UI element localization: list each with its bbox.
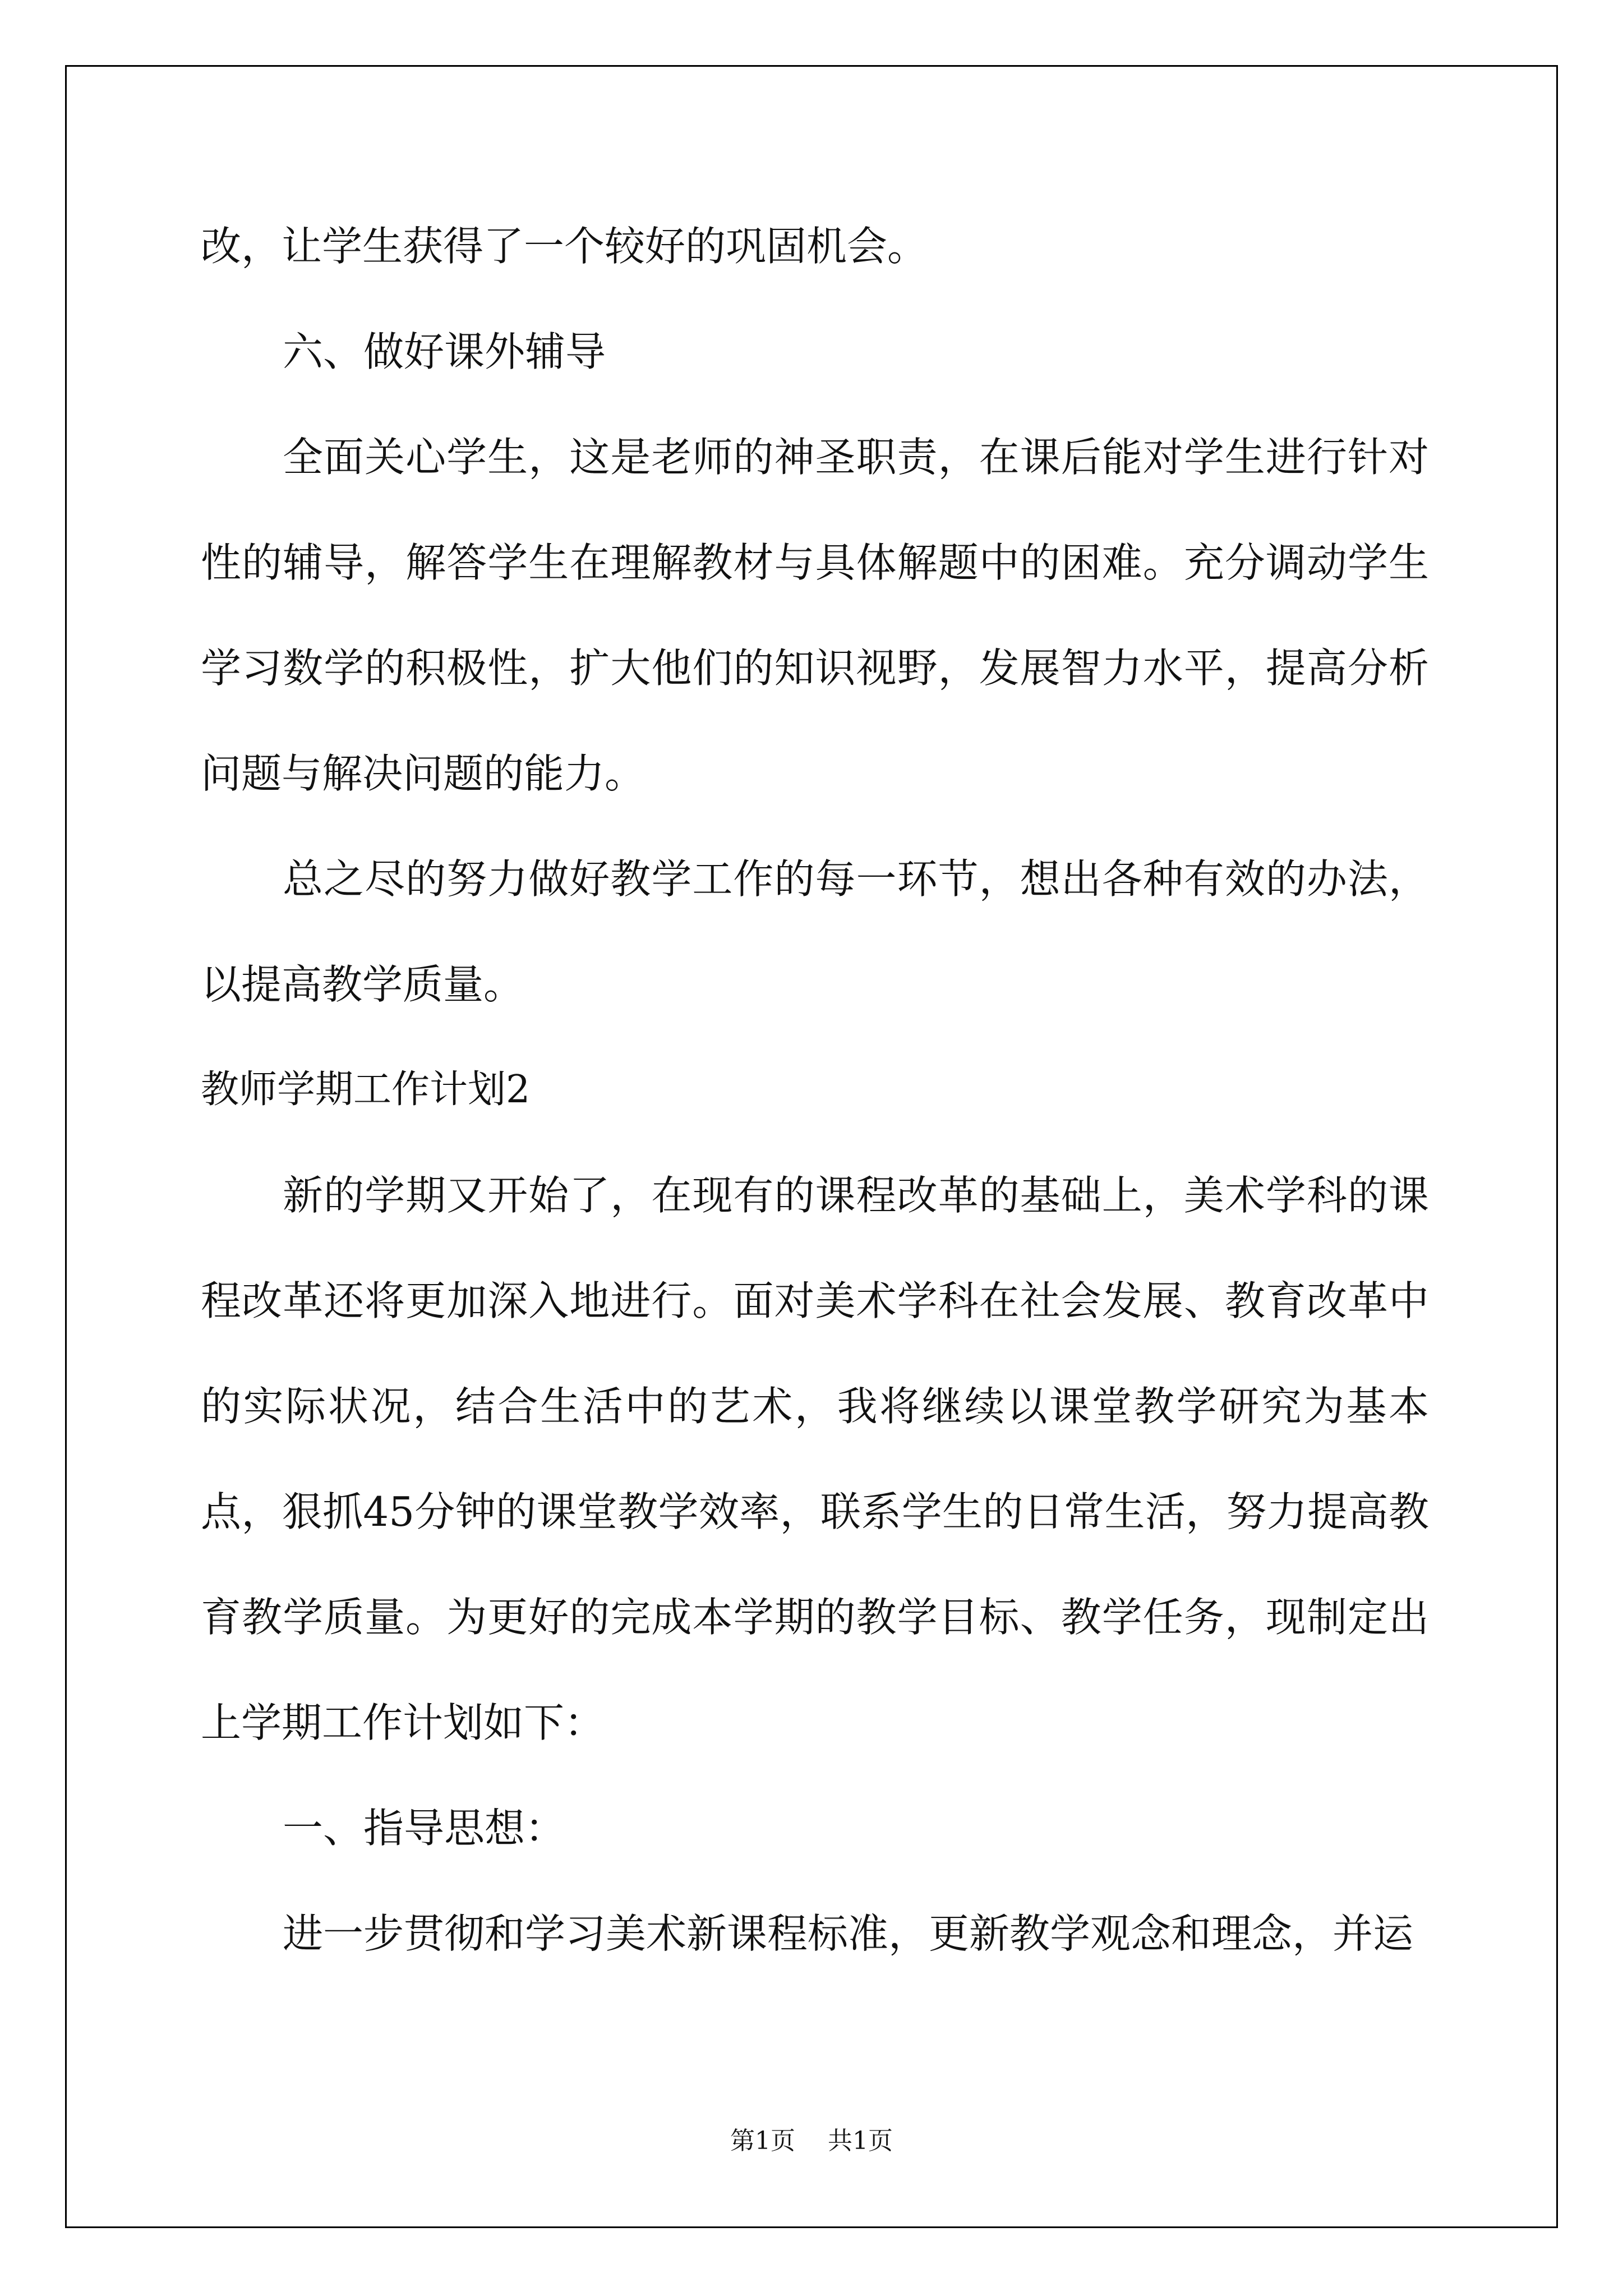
page-current: 第1页 <box>730 2127 795 2155</box>
page-total: 共1页 <box>828 2127 893 2155</box>
page-footer <box>0 2120 1623 2156</box>
paragraph-3: 全面关心学生，这是老师的神圣职责，在课后能对学生进行针对性的辅导，解答学生在理解教材与具体解题中的困难。充分调动学生学习数学的积极性，扩大他们的知识视野，发展智力水平，提高分析问题与解决问题的能力。 <box>201 434 1429 797</box>
paragraph-1: 改，让学生获得了一个较好的巩固机会。 <box>201 223 928 270</box>
document-heading-2: 教师学期工作计划2 <box>201 1068 531 1112</box>
document-body <box>201 194 1429 1986</box>
paragraph-6: 新的学期又开始了，在现有的课程改革的基础上，美术学科的课程改革还将更加深入地进行。面对美术学科在社会发展、教育改革中的实际状况，结合生活中的艺术，我将继续以课堂教学研究为基本点，狠抓45分钟的课堂教学效率，联系学生的日常生活，努力提高教育教学质量。为更好的完成本学期的教学目标、教学任务，现制定出上学期工作计划如下： <box>201 1172 1429 1746</box>
section-heading-1: 一、指导思想： <box>283 1805 566 1852</box>
paragraph-4: 总之尽的努力做好教学工作的每一环节，想出各种有效的办法，以提高教学质量。 <box>201 855 1429 1008</box>
section-heading-6: 六、做好课外辅导 <box>283 328 606 375</box>
paragraph-8: 进一步贯彻和学习美术新课程标准，更新教学观念和理念，并运 <box>283 1910 1414 1957</box>
